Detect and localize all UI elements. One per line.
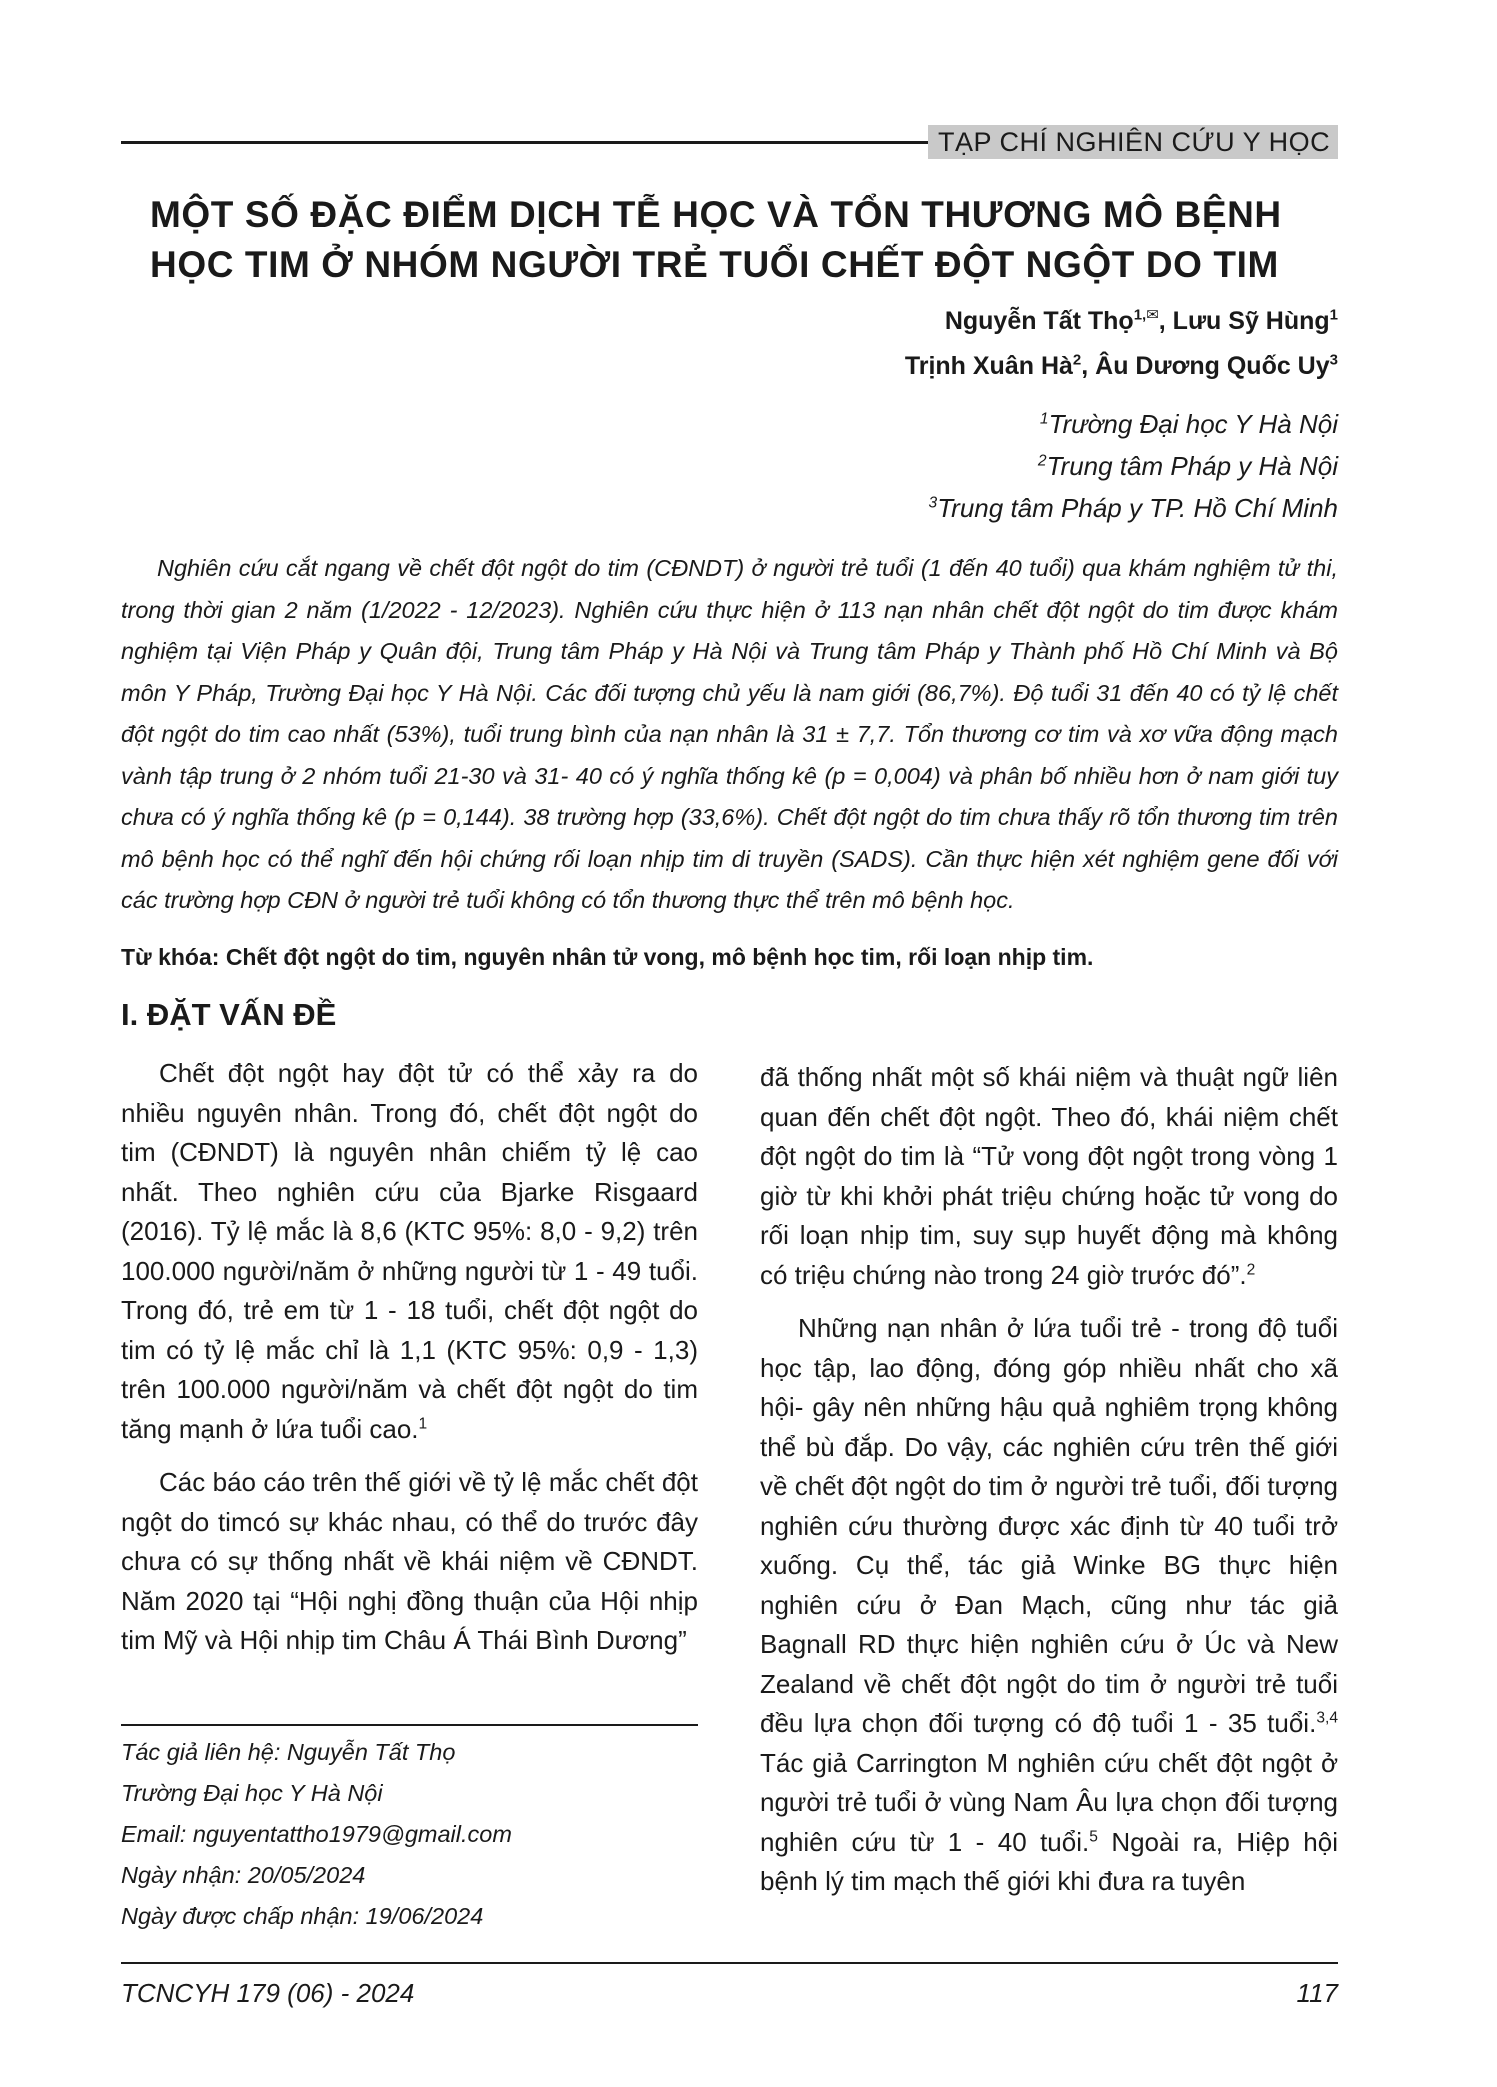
paragraph-text: Tác giả Carrington M nghiên cứu chết đột ngột ở người trẻ tuổi ở vùng Nam Âu lựa chọn đối tượng nghiên cứu từ 1 - 40 tuổi. <box>760 1747 1338 1857</box>
author-name: Nguyễn Tất Thọ <box>944 307 1134 335</box>
body-paragraph <box>121 1054 698 1449</box>
affiliation <box>1038 451 1338 482</box>
journal-tag: TẠP CHÍ NGHIÊN CỨU Y HỌC <box>928 125 1338 159</box>
footnote-received-date: Ngày nhận: 20/05/2024 <box>121 1862 366 1888</box>
author-superscript: 1,✉ <box>1133 306 1159 324</box>
citation: 5 <box>1089 1827 1098 1845</box>
body-paragraph: Các báo cáo trên thế giới về tỷ lệ mắc chết đột ngột do timcó sự khác nhau, có thể do trước đây chưa có sự thống nhất về khái niệm về CĐNDT. Năm 2020 tại “Hội nghị đồng thuận của Hội nhịp tim Mỹ và Hội nhịp tim Châu Á Thái Bình Dương” <box>121 1467 698 1655</box>
affiliation-name: Trung tâm Pháp y Hà Nội <box>1046 451 1338 481</box>
title-line-1: MỘT SỐ ĐẶC ĐIỂM DỊCH TỄ HỌC VÀ TỔN THƯƠNG MÔ BỆNH <box>150 194 1282 235</box>
paragraph-text: Chết đột ngột hay đột tử có thể xảy ra do nhiều nguyên nhân. Trong đó, chết đột ngột do tim (CĐNDT) là nguyên nhân chiếm tỷ lệ cao nhất. Theo nghiên cứu của Bjarke Risgaard (2016). Tỷ lệ mắc là 8,6 (KTC 95%: 8,0 - 9,2) trên 100.000 người/năm ở những người từ 1 - 49 tuổi. Trong đó, trẻ em từ 1 - 18 tuổi, chết đột ngột do tim có tỷ lệ mắc chỉ là 1,1 (KTC 95%: 0,9 - 1,3) trên 100.000 người/năm và chết đột ngột do tim tăng mạnh ở lứa tuổi cao. <box>121 1058 698 1444</box>
journal-issue: TCNCYH 179 (06) - 2024 <box>121 1978 415 2008</box>
author-name: , Âu Dương Quốc Uy <box>1081 352 1330 380</box>
affiliation-name: Trung tâm Pháp y TP. Hồ Chí Minh <box>937 493 1338 523</box>
affiliation-number: 3 <box>928 494 938 512</box>
author-name: , Lưu Sỹ Hùng <box>1158 307 1330 335</box>
footnote-rule <box>121 1724 698 1726</box>
author-superscript: 2 <box>1072 351 1082 369</box>
footnote-contact: Tác giả liên hệ: Nguyễn Tất Thọ <box>121 1739 456 1765</box>
keywords: Từ khóa: Chết đột ngột do tim, nguyên nhân tử vong, mô bệnh học tim, rối loạn nhịp tim. <box>121 944 1094 970</box>
author-line-2 <box>905 352 1338 381</box>
right-column <box>760 1058 1338 1902</box>
citation: 1 <box>418 1414 428 1432</box>
correspondence-footnote <box>121 1732 512 1937</box>
author-line-1 <box>945 307 1338 336</box>
title-line-2: HỌC TIM Ở NHÓM NGƯỜI TRẺ TUỔI CHẾT ĐỘT NGỘT DO TIM <box>150 244 1279 285</box>
footnote-accepted-date: Ngày được chấp nhận: 19/06/2024 <box>121 1903 484 1929</box>
article-title <box>150 190 1350 290</box>
left-column <box>121 1054 698 1661</box>
affiliation <box>1040 409 1338 440</box>
paragraph-text: Ngoài ra, Hiệp hội bệnh lý tim mạch thế giới khi đưa ra tuyên <box>760 1826 1338 1896</box>
affiliation <box>929 493 1338 524</box>
paragraph-text: đã thống nhất một số khái niệm và thuật ngữ liên quan đến chết đột ngột. Theo đó, khái niệm chết đột ngột do tim là “Tử vong đột ngột trong vòng 1 giờ từ khi khởi phát triệu chứng hoặc tử vong do rối loạn nhịp tim, suy sụp huyết động mà không có triệu chứng nào trong 24 giờ trước đó”. <box>760 1062 1338 1290</box>
author-name: Trịnh Xuân Hà <box>904 352 1073 380</box>
body-paragraph <box>760 1309 1338 1902</box>
citation: 2 <box>1246 1260 1256 1278</box>
abstract: Nghiên cứu cắt ngang về chết đột ngột do tim (CĐNDT) ở người trẻ tuổi (1 đến 40 tuổi) qua khám nghiệm tử thi, trong thời gian 2 năm (1/2022 - 12/2023). Nghiên cứu thực hiện ở 113 nạn nhân chết đột ngột do tim được khám nghiệm tại Viện Pháp y Quân đội, Trung tâm Pháp y Hà Nội và Trung tâm Pháp y Thành phố Hồ Chí Minh và Bộ môn Y Pháp, Trường Đại học Y Hà Nội. Các đối tượng chủ yếu là nam giới (86,7%). Độ tuổi 31 đến 40 có tỷ lệ chết đột ngột do tim cao nhất (53%), tuổi trung bình của nạn nhân là 31 ± 7,7. Tổn thương cơ tim và xơ vữa động mạch vành tập trung ở 2 nhóm tuổi 21-30 và 31- 40 có ý nghĩa thống kê (p = 0,004) và phân bố nhiều hơn ở nam giới tuy chưa có ý nghĩa thống kê (p = 0,144). 38 trường hợp (33,6%). Chết đột ngột do tim chưa thấy rõ tổn thương tim trên mô bệnh học có thể nghĩ đến hội chứng rối loạn nhịp tim di truyền (SADS). Cần thực hiện xét nghiệm gene đối với các trường hợp CĐN ở người trẻ tuổi không có tổn thương thực thể trên mô bệnh học. <box>121 555 1338 913</box>
section-heading: I. ĐẶT VẤN ĐỀ <box>121 997 337 1032</box>
footnote-institution: Trường Đại học Y Hà Nội <box>121 1780 383 1806</box>
affiliation-number: 1 <box>1039 410 1049 428</box>
header-rule <box>121 141 933 144</box>
affiliation-number: 2 <box>1037 452 1047 470</box>
author-superscript: 1 <box>1329 306 1338 324</box>
author-superscript: 3 <box>1329 351 1338 369</box>
body-paragraph <box>760 1058 1338 1295</box>
footer-rule <box>121 1962 1338 1964</box>
paragraph-text: Những nạn nhân ở lứa tuổi trẻ - trong độ tuổi học tập, lao động, đóng góp nhiều nhất cho xã hội- gây nên những hậu quả nghiêm trọng không thể bù đắp. Do vậy, các nghiên cứu trên thế giới về chết đột ngột do tim ở người trẻ tuổi, đối tượng nghiên cứu thường được xác định từ 40 tuổi trở xuống. Cụ thể, tác giả Winke BG thực hiện nghiên cứu ở Đan Mạch, cũng như tác giả Bagnall RD thực hiện nghiên cứu ở Úc và New Zealand về chết đột ngột do tim ở người trẻ tuổi đều lựa chọn đối tượng có độ tuổi 1 - 35 tuổi. <box>760 1313 1338 1738</box>
page-number: 117 <box>1296 1978 1338 2008</box>
affiliation-name: Trường Đại học Y Hà Nội <box>1048 409 1338 439</box>
footnote-email: Email: nguyentattho1979@gmail.com <box>121 1821 512 1847</box>
citation: 3,4 <box>1316 1709 1338 1727</box>
